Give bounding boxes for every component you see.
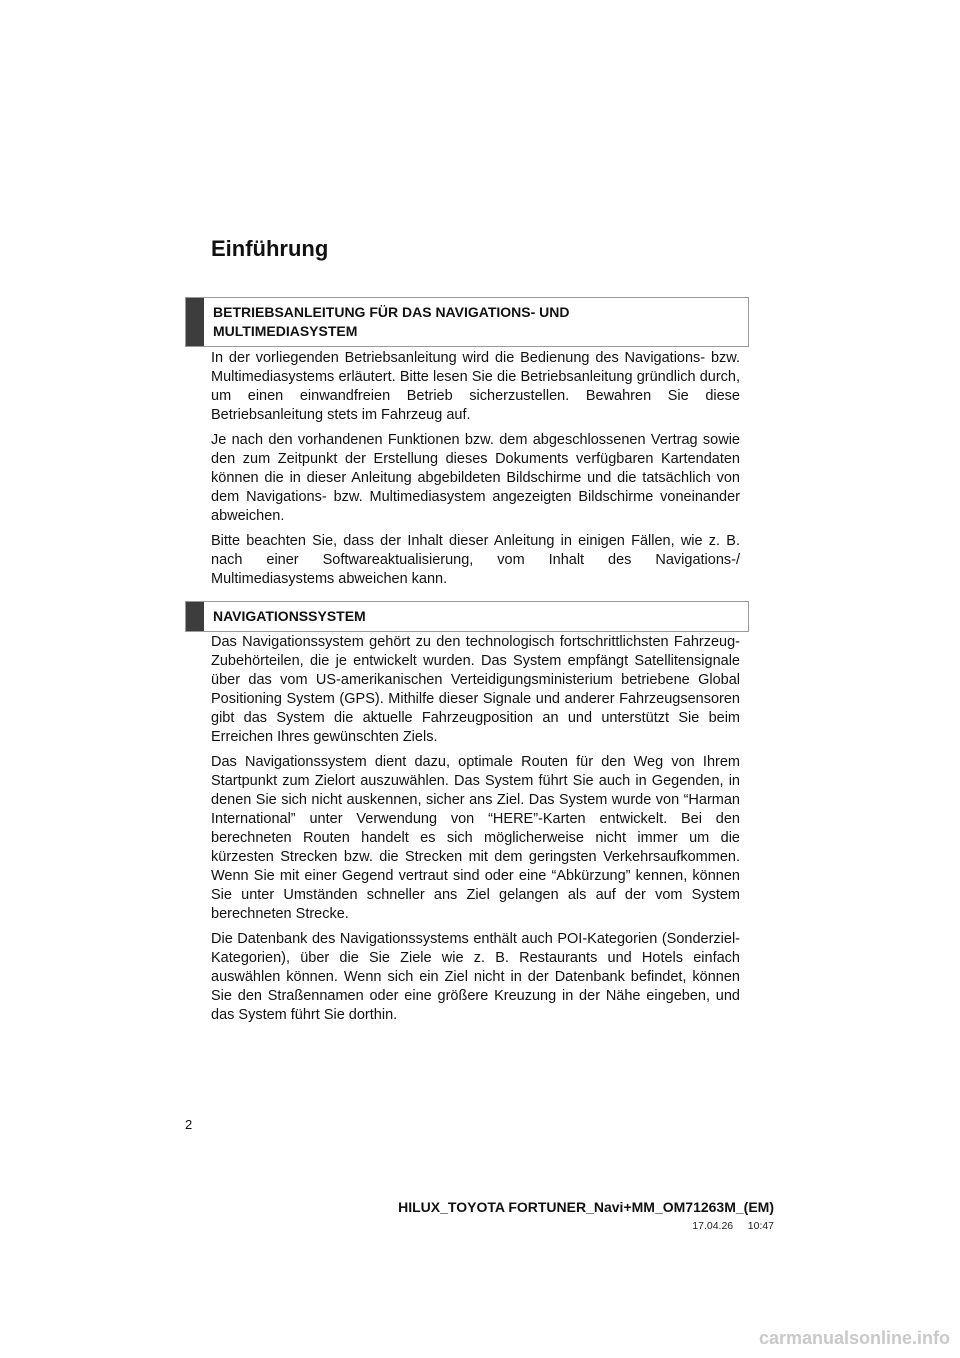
document-code: HILUX_TOYOTA FORTUNER_Navi+MM_OM71263M_(EM) xyxy=(398,1199,774,1215)
section-heading-box-navigationssystem xyxy=(185,601,749,632)
paragraph: Je nach den vorhandenen Funktionen bzw. dem abgeschlossenen Vertrag sowie den zum Zeitpunkt der Erstellung dieses Dokuments verfügbaren Kartendaten können die in dieser Anleitung abgebildeten Bildschirme und die tatsächlich von dem Navigations- bzw. Multimediasystem angezeigten Bildschirme voneinander abweichen. xyxy=(211,432,740,524)
paragraph: Bitte beachten Sie, dass der Inhalt dieser Anleitung in einigen Fällen, wie z. B. nach einer Softwareaktualisierung, vom Inhalt des Navigations-/ Multimediasystems abweichen kann. xyxy=(211,533,740,587)
section-body-navigationssystem xyxy=(211,633,740,1031)
section-heading-bar xyxy=(186,602,204,631)
paragraph: In der vorliegenden Betriebsanleitung wird die Bedienung des Navigations- bzw. Multimediasystems erläutert. Bitte lesen Sie die Betriebsanleitung gründlich durch, um einen einwandfreien Betrieb sicherzustellen. Bewahren Sie diese Betriebsanleitung stets im Fahrzeug auf. xyxy=(211,350,740,423)
section-heading-bar xyxy=(186,298,204,346)
paragraph: Das Navigationssystem gehört zu den technologisch fortschrittlichsten Fahrzeug-Zubehörteilen, die je entwickelt wurden. Das System empfängt Satellitensignale über das vom US-amerikanischen Verteidigungsministerium betriebene Global Positioning System (GPS). Mithilfe dieser Signale und anderer Fahrzeugsensoren gibt das System die aktuelle Fahrzeugposition an und unterstützt Sie beim Erreichen Ihres gewünschten Ziels. xyxy=(211,634,740,745)
section-heading-line: NAVIGATIONSSYSTEM xyxy=(213,608,366,624)
section-heading-line: MULTIMEDIASYSTEM xyxy=(213,323,358,339)
print-timestamp: 17.04.26 10:47 xyxy=(692,1220,774,1232)
watermark: carmanualsonline.info xyxy=(758,1328,950,1348)
section-heading xyxy=(186,602,748,631)
paragraph: Das Navigationssystem dient dazu, optimale Routen für den Weg von Ihrem Startpunkt zum Zielort auszuwählen. Das System führt Sie auch in Gegenden, in denen Sie sich nicht auskennen, sicher ans Ziel. Das System wurde von “Harman International” unter Verwendung von “HERE”-Karten entwickelt. Bei den berechneten Routen handelt es sich möglicherweise nicht immer um die kürzesten Strecken bzw. die Strecken mit dem geringsten Verkehrsaufkommen. Wenn Sie mit einer Gegend vertraut sind oder eine “Abkürzung” kennen, können Sie unter Umständen schneller ans Ziel gelangen als auf der vom System berechneten Strecke. xyxy=(211,754,740,922)
section-body-betriebsanleitung xyxy=(211,349,740,595)
page-title: Einführung xyxy=(211,236,329,261)
section-heading-box-betriebsanleitung xyxy=(185,297,749,347)
paragraph: Die Datenbank des Navigationssystems enthält auch POI-Kategorien (Sonderziel-Kategorien), über die Sie Ziele wie z. B. Restaurants und Hotels einfach auswählen können. Wenn sich ein Ziel nicht in der Datenbank befindet, können Sie den Straßennamen oder eine größere Kreuzung in der Nähe eingeben, und das System führt Sie dorthin. xyxy=(211,931,740,1023)
section-heading-line: BETRIEBSANLEITUNG FÜR DAS NAVIGATIONS- UND xyxy=(213,304,570,320)
page-number: 2 xyxy=(185,1117,193,1132)
section-heading xyxy=(186,298,748,346)
